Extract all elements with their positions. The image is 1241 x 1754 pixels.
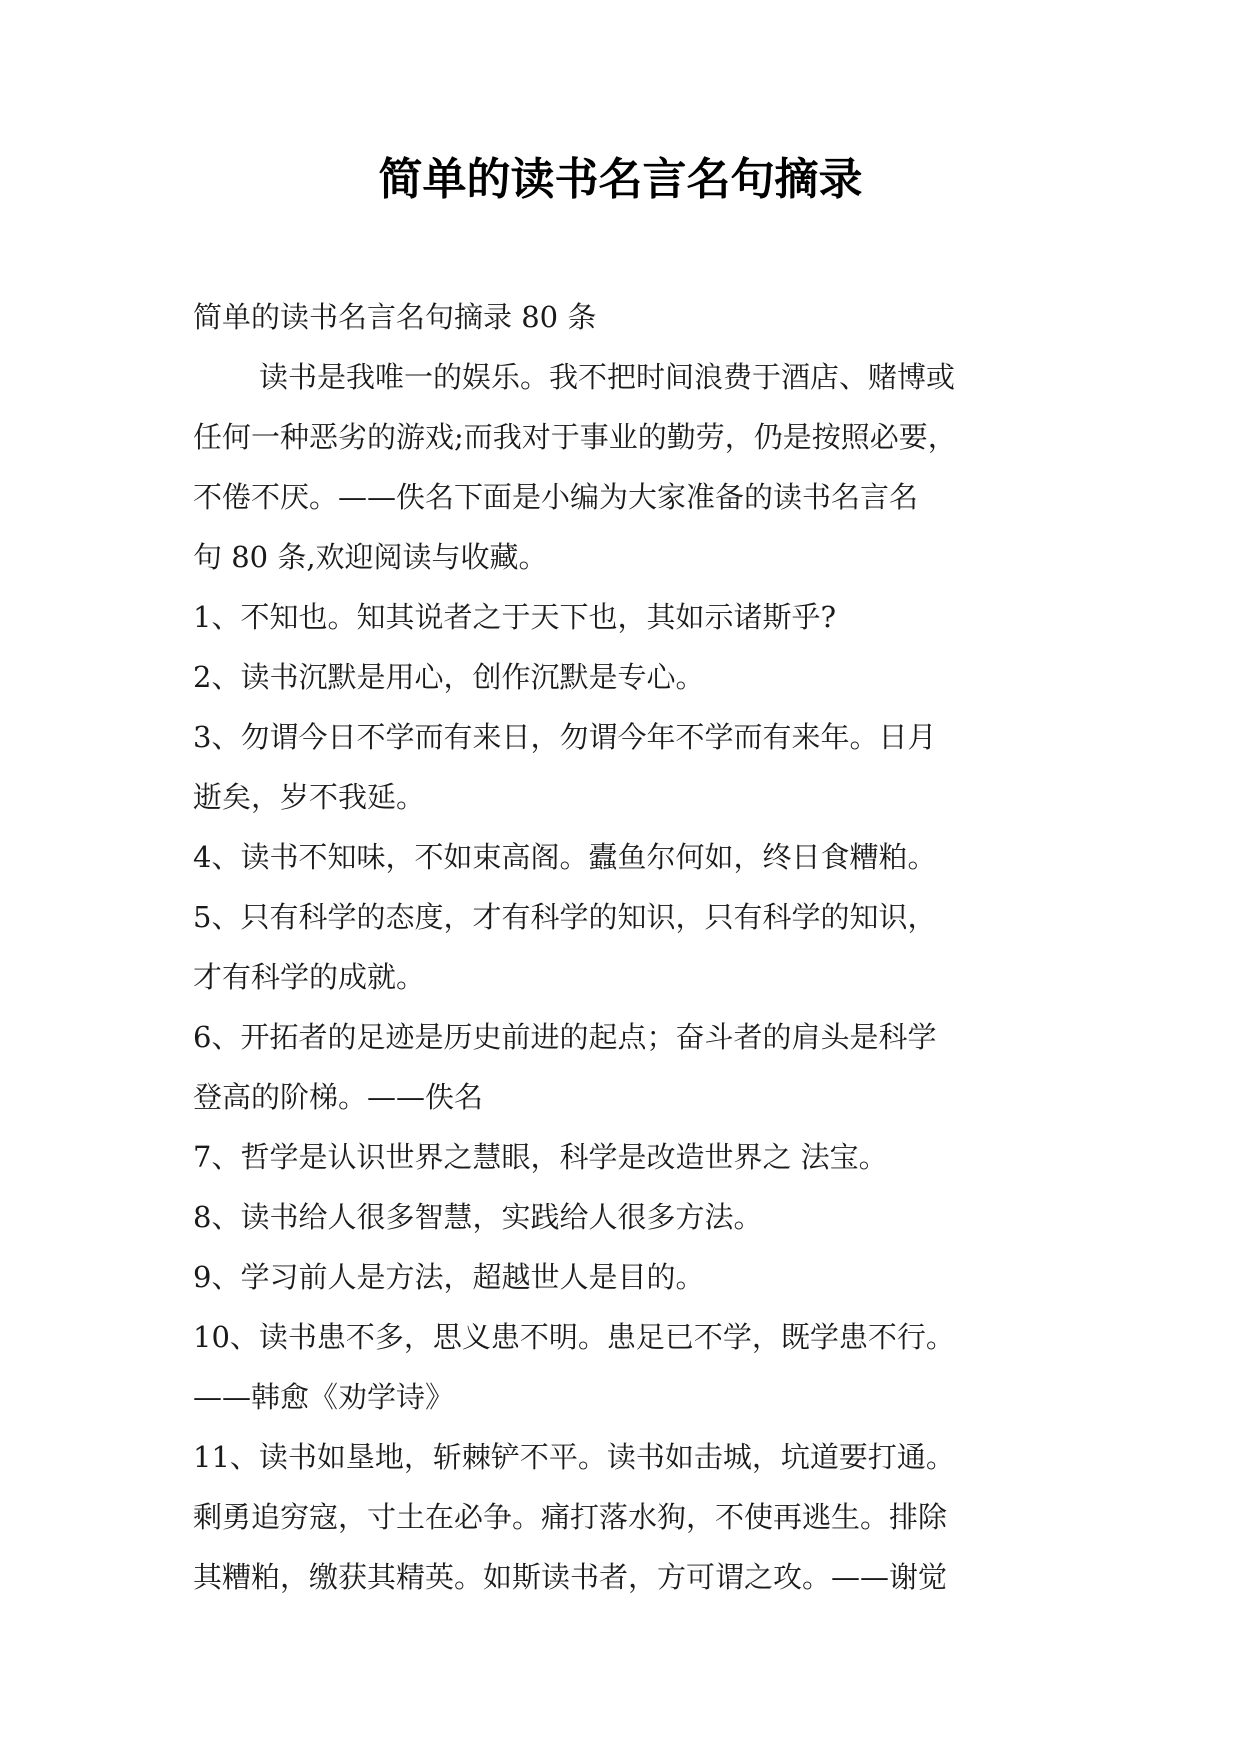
subtitle-line: 简单的读书名言名句摘录 80 条 [193, 300, 597, 334]
quote-line: 5、只有科学的态度，才有科学的知识，只有科学的知识， [193, 900, 937, 934]
quote-line: 7、哲学是认识世界之慧眼，科学是改造世界之 法宝。 [193, 1140, 888, 1174]
quote-line: 9、学习前人是方法，超越世人是目的。 [193, 1260, 705, 1294]
quote-line: 2、读书沉默是用心，创作沉默是专心。 [193, 660, 705, 694]
document-title: 简单的读书名言名句摘录 [378, 154, 863, 205]
quote-line: 1、不知也。知其说者之于天下也，其如示诸斯乎? [193, 600, 836, 634]
quote-line: 8、读书给人很多智慧，实践给人很多方法。 [193, 1200, 763, 1234]
quote-line: 11、读书如垦地，斩棘铲不平。读书如击城，坑道要打通。 [193, 1440, 955, 1474]
intro-paragraph-line: 任何一种恶劣的游戏;而我对于事业的勤劳，仍是按照必要， [193, 420, 957, 454]
quote-line: 10、读书患不多，思义患不明。患足已不学，既学患不行。 [193, 1320, 955, 1354]
document-body [193, 287, 1073, 1607]
intro-paragraph-line: 不倦不厌。——佚名下面是小编为大家准备的读书名言名 [193, 480, 919, 514]
quote-line: 4、读书不知味，不如束高阁。蠹鱼尔何如，终日食糟粕。 [193, 840, 937, 874]
quote-line: 逝矣，岁不我延。 [193, 780, 426, 814]
quote-line: 才有科学的成就。 [193, 960, 426, 994]
quote-line: 登高的阶梯。——佚名 [193, 1080, 484, 1114]
quote-line: ——韩愈《劝学诗》 [193, 1380, 455, 1414]
quote-line: 其糟粕，缴获其精英。如斯读书者，方可谓之攻。——谢觉 [193, 1560, 948, 1594]
intro-paragraph-line: 读书是我唯一的娱乐。我不把时间浪费于酒店、赌博或 [259, 360, 956, 394]
quote-line: 6、开拓者的足迹是历史前进的起点；奋斗者的肩头是科学 [193, 1020, 937, 1054]
quote-line: 剩勇追穷寇，寸土在必争。痛打落水狗，不使再逃生。排除 [193, 1500, 948, 1534]
quote-line: 3、勿谓今日不学而有来日，勿谓今年不学而有来年。日月 [193, 720, 937, 754]
intro-paragraph-line: 句 80 条,欢迎阅读与收藏。 [193, 540, 548, 574]
